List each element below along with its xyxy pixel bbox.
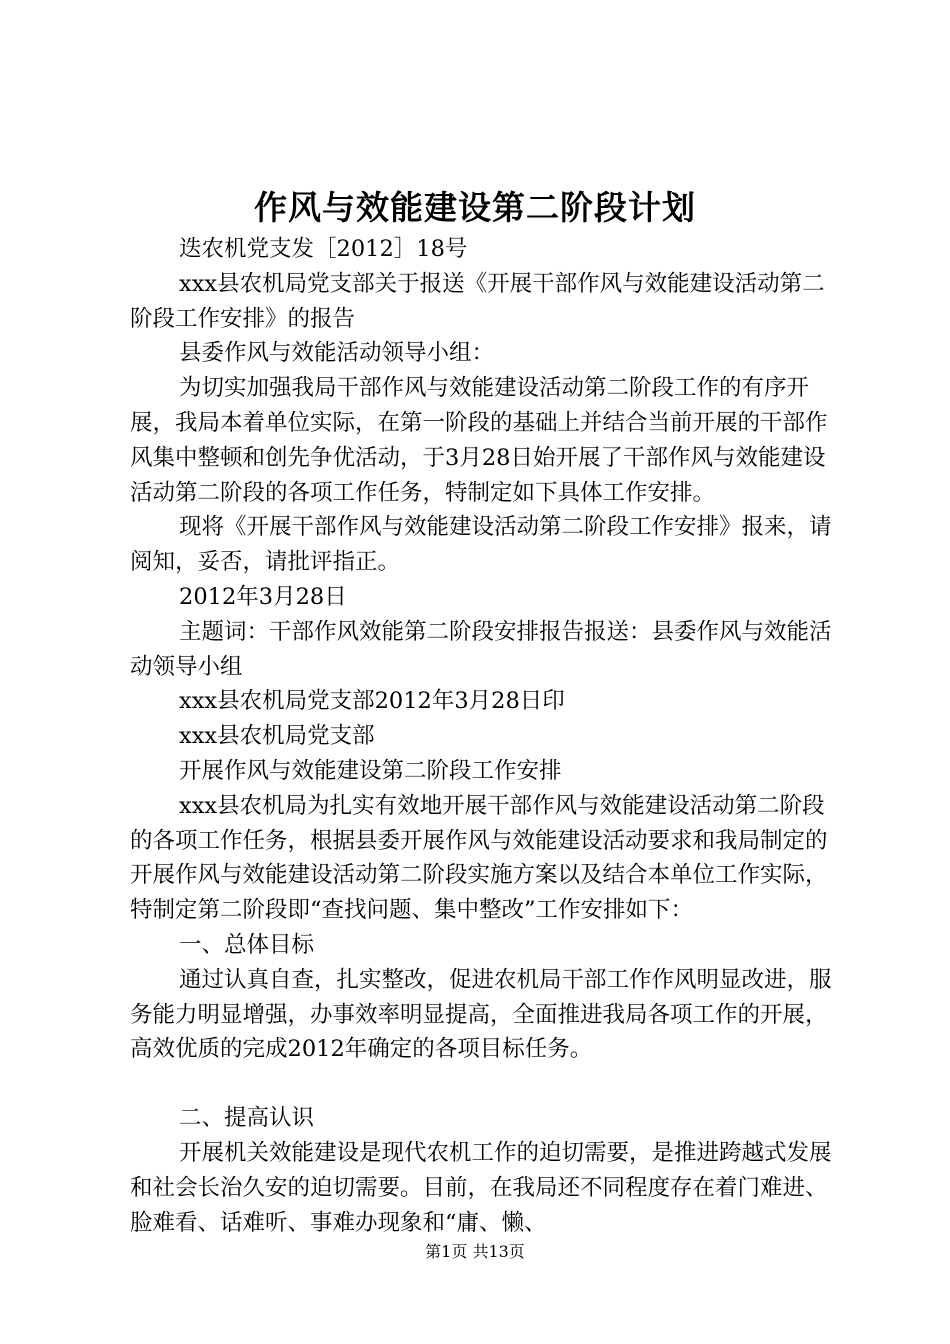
paragraph-date: 2012年3月28日	[179, 583, 347, 610]
document-title: 作风与效能建设第二阶段计划	[254, 188, 696, 227]
paragraph-plan-intro: xxx县农机局为扎实有效地开展干部作风与效能建设活动第二阶段的各项工作任务，根据县委开展作风与效能建设活动要求和我局制定的开展作风与效能建设活动第二阶段实施方案以及结合本单位工作实际，特制定第二阶段即“查找问题、集中整改”工作安排如下：	[130, 792, 828, 924]
paragraph-report-title: xxx县农机局党支部关于报送《开展干部作风与效能建设活动第二阶段工作安排》的报告	[130, 270, 825, 332]
paragraph-recipient: 县委作风与效能活动领导小组：	[179, 340, 495, 367]
paragraph-plan-heading: 开展作风与效能建设第二阶段工作安排	[179, 757, 562, 784]
page-footer: 第1页 共13页	[425, 1242, 525, 1261]
paragraph-intro: 为切实加强我局干部作风与效能建设活动第二阶段工作的有序开展，我局本着单位实际，在第一阶段的基础上并结合当前开展的干部作风集中整顿和创先争优活动，于3月28日始开展了干部作风与效能建设活动第二阶段的各项工作任务，特制定如下具体工作安排。	[130, 375, 828, 506]
paragraph-keywords: 主题词：干部作风效能第二阶段安排报告报送：县委作风与效能活动领导小组	[130, 618, 832, 680]
paragraph-spacer	[130, 1067, 840, 1101]
section-heading-overall-goal: 一、总体目标	[179, 931, 315, 958]
paragraph-doc-number: 迭农机党支发［2012］18号	[179, 236, 468, 262]
paragraph-overall-goal: 通过认真自查，扎实整改，促进农机局干部工作作风明显改进，服务能力明显增强，办事效率明显提高，全面推进我局各项工作的开展，高效优质的完成2012年确定的各项目标任务。	[130, 966, 832, 1063]
paragraph-submission: 现将《开展干部作风与效能建设活动第二阶段工作安排》报来，请阅知，妥否，请批评指正。	[130, 514, 832, 576]
paragraph-issuer: xxx县农机局党支部	[179, 723, 375, 750]
document-body	[130, 232, 840, 1240]
section-heading-awareness: 二、提高认识	[179, 1105, 315, 1132]
paragraph-awareness: 开展机关效能建设是现代农机工作的迫切需要，是推进跨越式发展和社会长治久安的迫切需要。目前，在我局还不同程度存在着门难进、脸难看、话难听、事难办现象和“庸、懒、	[130, 1139, 832, 1236]
paragraph-printed-by: xxx县农机局党支部2012年3月28日印	[179, 688, 565, 715]
